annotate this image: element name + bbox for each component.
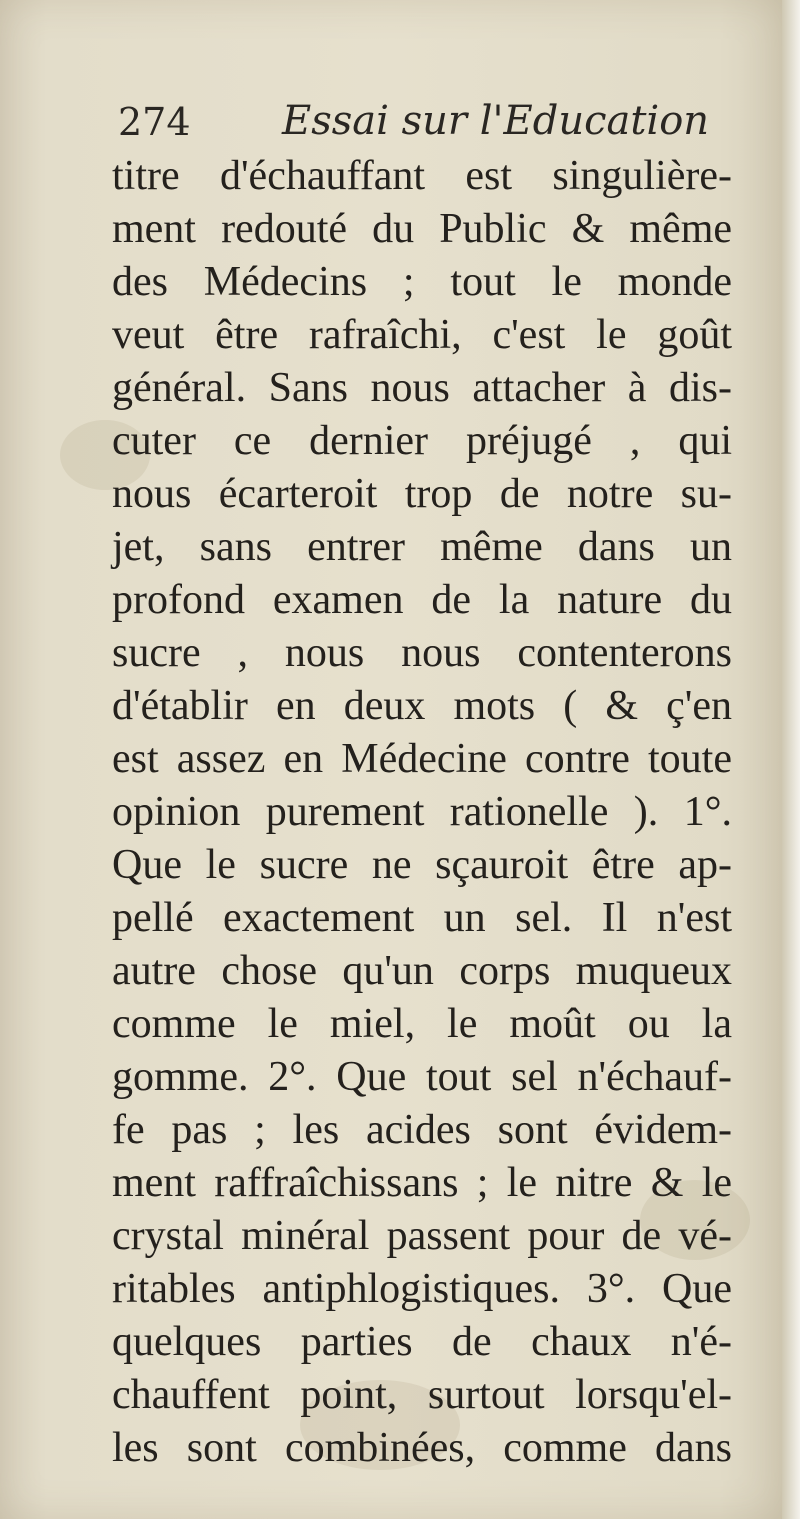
text-line: opinion purement rationelle ). 1°. xyxy=(112,789,732,835)
text-line: des Médecins ; tout le monde xyxy=(112,259,732,305)
text-line: veut être rafraîchi, c'est le goût xyxy=(112,312,732,358)
text-line: titre d'échauffant est singulière- xyxy=(112,153,732,199)
text-line: comme le miel, le moût ou la xyxy=(112,1001,732,1047)
page-number: 274 xyxy=(118,100,191,144)
text-line: quelques parties de chaux n'é- xyxy=(112,1319,732,1365)
body-text xyxy=(112,150,732,1475)
text-line: profond examen de la nature du xyxy=(112,577,732,623)
text-line: chauffent point, surtout lorsqu'el- xyxy=(112,1372,732,1418)
text-line: autre chose qu'un corps muqueux xyxy=(112,948,732,994)
text-line: nous écarteroit trop de notre su- xyxy=(112,471,732,517)
text-line: sucre , nous nous contenterons xyxy=(112,630,732,676)
text-line: d'établir en deux mots ( & ç'en xyxy=(112,683,732,729)
text-line: fe pas ; les acides sont évidem- xyxy=(112,1107,732,1153)
text-line: ritables antiphlogistiques. 3°. Que xyxy=(112,1266,732,1312)
page-header xyxy=(0,92,782,152)
text-line: est assez en Médecine contre toute xyxy=(112,736,732,782)
page-edge xyxy=(782,0,800,1519)
text-line: pellé exactement un sel. Il n'est xyxy=(112,895,732,941)
text-line: gomme. 2°. Que tout sel n'échauf- xyxy=(112,1054,732,1100)
text-line: ment raffraîchissans ; le nitre & le xyxy=(112,1160,732,1206)
text-line: crystal minéral passent pour de vé- xyxy=(112,1213,732,1259)
text-line: Que le sucre ne sçauroit être ap- xyxy=(112,842,732,888)
text-line: les sont combinées, comme dans xyxy=(112,1425,732,1471)
text-line: cuter ce dernier préjugé , qui xyxy=(112,418,732,464)
text-line: général. Sans nous attacher à dis- xyxy=(112,365,732,411)
running-title: Essai sur l'Education xyxy=(282,98,710,144)
text-line: jet, sans entrer même dans un xyxy=(112,524,732,570)
text-line: ment redouté du Public & même xyxy=(112,206,732,252)
